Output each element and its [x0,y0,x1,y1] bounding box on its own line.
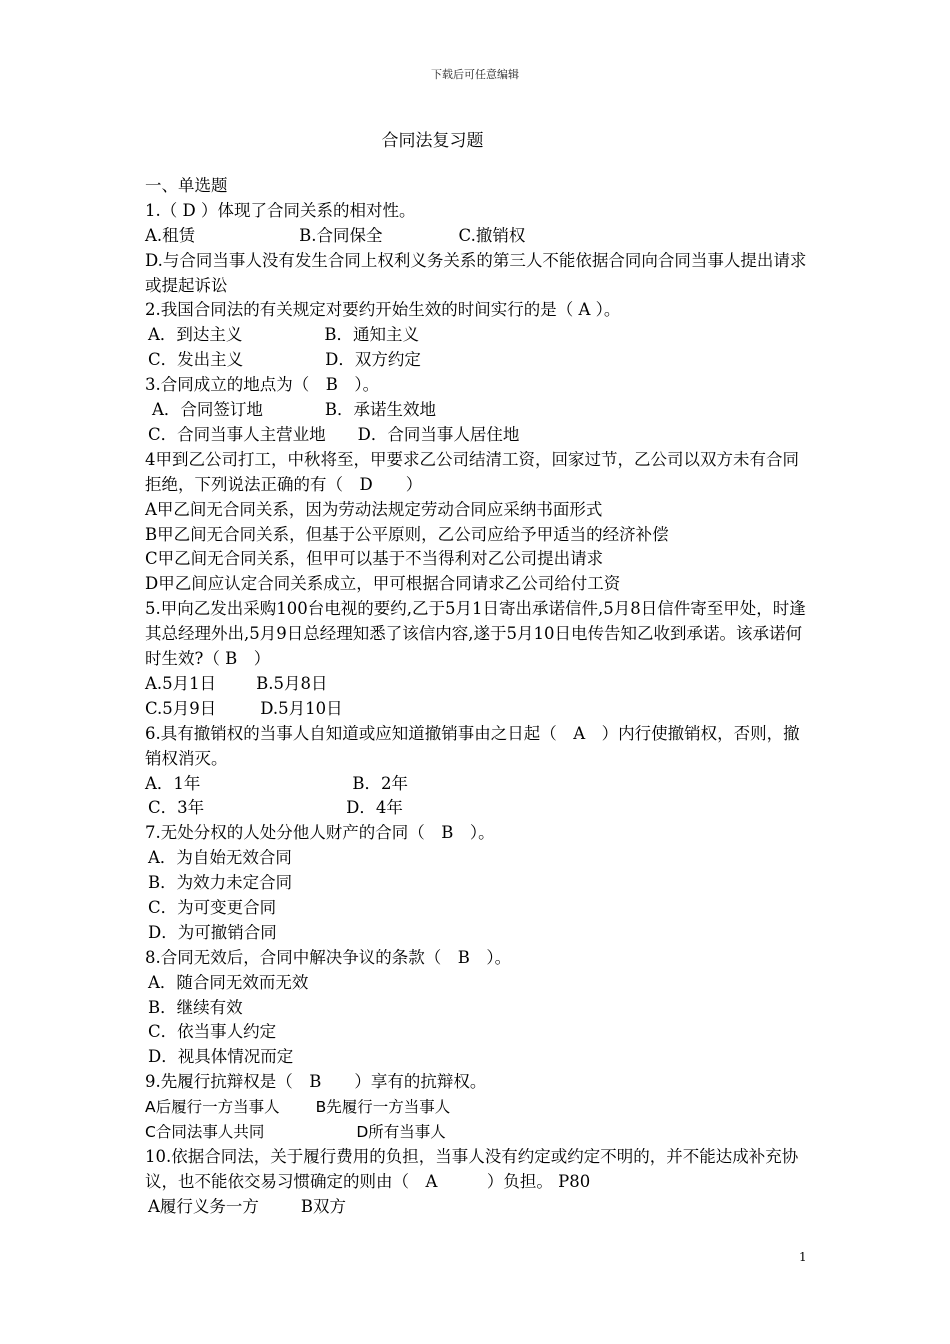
page-number: 1 [799,1250,807,1264]
question-9-options-ab [145,1095,815,1120]
question-7-option-c: C．为可变更合同 [148,897,277,917]
question-6-options-ab [145,772,815,797]
question-3-options-ab [145,398,815,423]
question-3-option-b: B．承诺生效地 [324,400,437,420]
question-5-option-c: C.5月9日 [145,698,217,718]
question-3-option-d: D．合同当事人居住地 [357,424,520,444]
question-6-option-a: A．1年 [145,773,201,793]
question-8-option-b: B．继续有效 [148,997,243,1017]
question-5-option-b: B.5月8日 [256,673,328,693]
document-title: 合同法复习题 [381,131,484,151]
question-4-option-d: D甲乙间应认定合同关系成立，甲可根据合同请求乙公司给付工资 [145,574,621,594]
question-2-option-a: A．到达主义 [148,325,243,345]
question-5-options-cd [145,697,815,722]
question-9-stem: 9.先履行抗辩权是（ B ）享有的抗辩权。 [145,1072,487,1092]
question-10-option-a: A履行义务一方 [148,1196,259,1216]
question-6-options-cd [145,796,815,821]
question-7-stem: 7.无处分权的人处分他人财产的合同（ B ）。 [145,823,495,843]
question-8-option-c: C．依当事人约定 [148,1022,277,1042]
question-3-options-cd [145,423,815,448]
question-3-option-c: C．合同当事人主营业地 [148,424,326,444]
question-9-option-a: A后履行一方当事人 [145,1098,280,1117]
question-4-option-c: C甲乙间无合同关系，但甲可以基于不当得利对乙公司提出请求 [145,549,604,569]
question-9-option-b: B先履行一方当事人 [315,1098,451,1117]
question-1-option-a: A.租赁 [145,225,196,245]
question-4-option-a: A甲乙间无合同关系，因为劳动法规定劳动合同应采纳书面形式 [145,499,603,519]
question-1-option-d: D.与合同当事人没有发生合同上权利义务关系的第三人不能依据合同向合同当事人提出请求或提起诉讼 [145,250,807,295]
document-body [145,174,815,1220]
question-2-stem: 2.我国合同法的有关规定对要约开始生效的时间实行的是（ A ）。 [145,300,621,320]
question-5-option-d: D.5月10日 [260,698,343,718]
question-9-option-d: D所有当事人 [356,1122,446,1141]
question-6-stem: 6.具有撤销权的当事人自知道或应知道撤销事由之日起（ A ）内行使撤销权，否则，撤销权消灭。 [145,723,800,768]
question-9-option-c: C合同法事人共同 [145,1122,265,1141]
page-header: 下载后可任意编辑 [431,68,519,81]
question-1-stem: 1.（ D ）体现了合同关系的相对性。 [145,200,416,220]
question-4-stem: 4甲到乙公司打工，中秋将至，甲要求乙公司结清工资，回家过节，乙公司以双方未有合同拒绝，下列说法正确的有（ D ） [145,449,799,494]
question-1-option-b: B.合同保全 [299,225,383,245]
question-4-option-b: B甲乙间无合同关系，但基于公平原则，乙公司应给予甲适当的经济补偿 [145,524,669,544]
question-9-options-cd [145,1120,815,1145]
section-heading: 一、单选题 [145,176,228,195]
question-2-option-b: B．通知主义 [324,325,420,345]
question-10-options-ab [145,1195,815,1220]
question-7-option-a: A．为自始无效合同 [148,848,292,868]
question-6-option-d: D．4年 [346,798,403,818]
question-8-option-d: D．视具体情况而定 [148,1047,294,1067]
question-3-stem: 3.合同成立的地点为（ B ）。 [145,375,380,395]
question-2-option-d: D．双方约定 [325,350,421,370]
question-7-option-b: B．为效力未定合同 [148,873,293,893]
question-1-option-c: C.撤销权 [458,225,526,245]
question-1-options-abc [145,224,815,249]
question-3-option-a: A．合同签订地 [152,400,263,420]
question-5-stem: 5.甲向乙发出采购100台电视的要约,乙于5月1日寄出承诺信件,5月8日信件寄至甲处，时逢其总经理外出,5月9日总经理知悉了该信内容,遂于5月10日电传告知乙收到承诺。该承诺何时生效?（ B ） [145,599,806,669]
question-10-option-b: B双方 [300,1196,347,1216]
question-2-option-c: C．发出主义 [148,350,244,370]
question-10-stem: 10.依据合同法，关于履行费用的负担，当事人没有约定或约定不明的，并不能达成补充协议，也不能依交易习惯确定的则由（ A ）负担。 P80 [145,1146,799,1191]
question-6-option-b: B．2年 [352,773,409,793]
question-2-options-cd [145,348,815,373]
question-8-option-a: A．随合同无效而无效 [148,972,309,992]
question-7-option-d: D．为可撤销合同 [148,922,277,942]
question-8-stem: 8.合同无效后，合同中解决争议的条款（ B ）。 [145,947,512,967]
question-5-options-ab [145,672,815,697]
question-6-option-c: C．3年 [148,798,205,818]
question-5-option-a: A.5月1日 [145,673,217,693]
question-2-options-ab [145,323,815,348]
